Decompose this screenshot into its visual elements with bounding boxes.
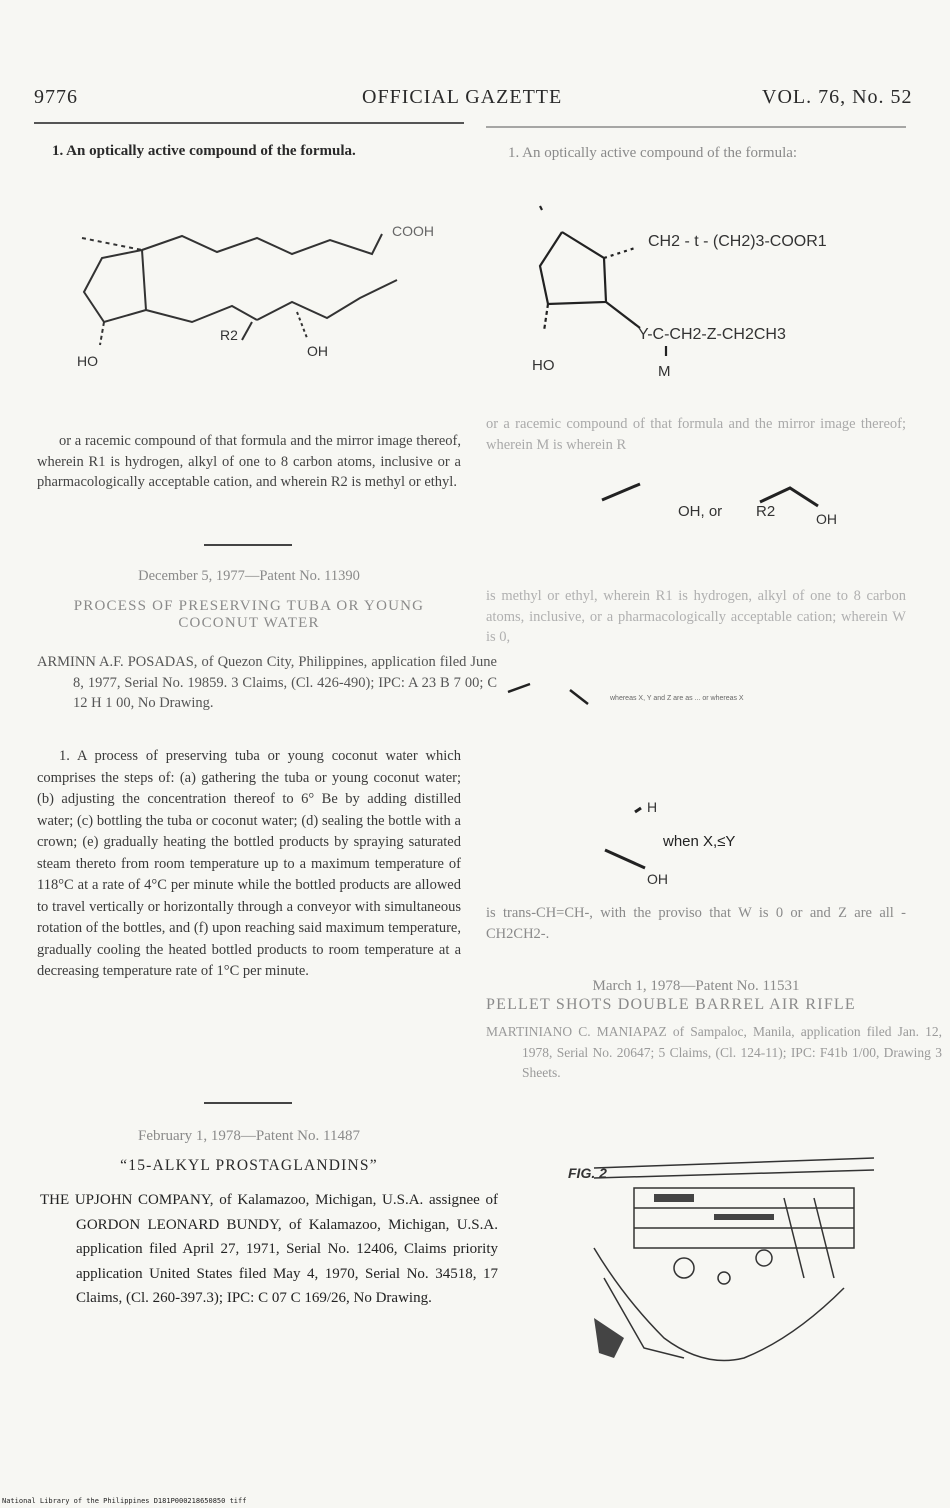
- oh-or-label: OH, or: [678, 503, 723, 520]
- header-rule-right: [486, 126, 906, 128]
- condition-structure-line: [500, 670, 900, 720]
- air-rifle-drawing: [564, 1138, 894, 1378]
- scan-footer: National Library of the Philippines D181P000218650850 tiff: [2, 1497, 247, 1505]
- fig-label: FIG. 2: [568, 1165, 607, 1181]
- ho-label: HO: [532, 357, 555, 374]
- patent-11531-dateline: March 1, 1978—Patent No. 11531: [592, 978, 800, 994]
- separator-1: [204, 544, 292, 546]
- r2-label: R2: [220, 327, 238, 343]
- right-claim-intro: 1. An optically active compound of the formula:: [508, 145, 798, 161]
- patent-11531-applicant: MARTINIANO C. MANIAPAZ of Sampaloc, Manila, application filed Jan. 12, 1978, Serial No. 20647; 5 Claims, (Cl. 124-11); IPC: F41b 1/00, Drawing 3 Sheets.: [486, 1024, 942, 1080]
- patent-11531-title: PELLET SHOTS DOUBLE BARREL AIR RIFLE: [486, 996, 856, 1013]
- r2-label: R2: [756, 503, 776, 520]
- patent-11487-title: “15-ALKYL PROSTAGLANDINS”: [120, 1157, 378, 1174]
- page-title: OFFICIAL GAZETTE: [362, 86, 563, 108]
- left-structural-formula: [42, 210, 462, 380]
- patent-11487-applicant: THE UPJOHN COMPANY, of Kalamazoo, Michigan, U.S.A. assignee of GORDON LEONARD BUNDY, of Kalamazoo, Michigan, U.S.A. application filed April 27, 1971, Serial No. 12406, Claims priority application United States filed May 4, 1970, Serial No. 34518, 17 Claims, (Cl. 260-397.3); IPC: C 07 C 169/26, No Drawing.: [40, 1192, 498, 1306]
- left-claim-continuation: or a racemic compound of that formula and the mirror image thereof, wherein R1 is hydrogen, alkyl of one to 8 carbon atoms, inclusive or a pharmacologically acceptable cation, and wherein R2 is methyl or ethyl.: [37, 433, 461, 490]
- right-claim-continuation: or a racemic compound of that formula and the mirror image thereof; wherein M is wherein R: [486, 416, 906, 453]
- patent-11390-applicant: ARMINN A.F. POSADAS, of Quezon City, Philippines, application filed June 8, 1977, Serial No. 19859. 3 Claims, (Cl. 426-490); IPC: A 23 B 7 00; C 12 H 1 00, No Drawing.: [37, 654, 497, 711]
- cooh-label: COOH: [392, 223, 434, 239]
- separator-2: [204, 1102, 292, 1104]
- oh-label: OH: [647, 871, 668, 887]
- right-structural-formula: [520, 196, 910, 386]
- m-label: M: [658, 363, 671, 380]
- left-claim-intro: 1. An optically active compound of the formula.: [52, 143, 356, 159]
- patent-11487-dateline: February 1, 1978—Patent No. 11487: [138, 1128, 360, 1144]
- oh-label: OH: [816, 511, 837, 527]
- h-label: H: [647, 799, 658, 815]
- alternative-m-structures: [590, 470, 870, 540]
- patent-11390-claim: 1. A process of preserving tuba or young coconut water which comprises the steps of: (a) gathering the tuba or young coconut water; (b) adjusting the concentration thereof to 6° Be by adding distilled water; (c) bottling the tuba or coconut water; (d) sealing the bottle with a crown; (e) gradually heating the bottled products by spraying saturated steam thereto from room temperature up to a maximum temperature of 118°C at a rate of 4°C per minute while the bottled products are allowed to travel vertically or horizontally through a conveyor with simultaneous rotation of the bottles, and (f) upon reaching said maximum temperature, gradually cooling the heated bottled products to room temperature at a decreasing temperature rate of 1°C per minute.: [37, 748, 461, 979]
- ho-label: HO: [77, 353, 98, 369]
- when-label: when X,≤Y: [663, 833, 736, 850]
- right-claim-continuation-2: is methyl or ethyl, wherein R1 is hydrogen, alkyl of one to 8 carbon atoms, inclusive, or a pharmacologically acceptable cation; wherein W is 0,: [486, 588, 906, 645]
- patent-11390-dateline: December 5, 1977—Patent No. 11390: [138, 568, 360, 584]
- right-claim-end: is trans-CH=CH-, with the proviso that W is 0 or and Z are all -CH2CH2-.: [486, 905, 906, 942]
- condition-text: whereas X, Y and Z are as ... or whereas X: [610, 695, 744, 702]
- bottom-chain-label: Y-C-CH2-Z-CH2CH3: [638, 326, 786, 343]
- page-number: 9776: [34, 86, 78, 108]
- header-rule-left: [34, 122, 464, 124]
- patent-11390-title: PROCESS OF PRESERVING TUBA OR YOUNG COCONUT WATER: [73, 598, 425, 631]
- when-structure: [595, 790, 795, 890]
- volume-number: VOL. 76, No. 52: [762, 86, 913, 108]
- oh-label: OH: [307, 343, 328, 359]
- top-chain-label: CH2 - t - (CH2)3-COOR1: [648, 233, 827, 250]
